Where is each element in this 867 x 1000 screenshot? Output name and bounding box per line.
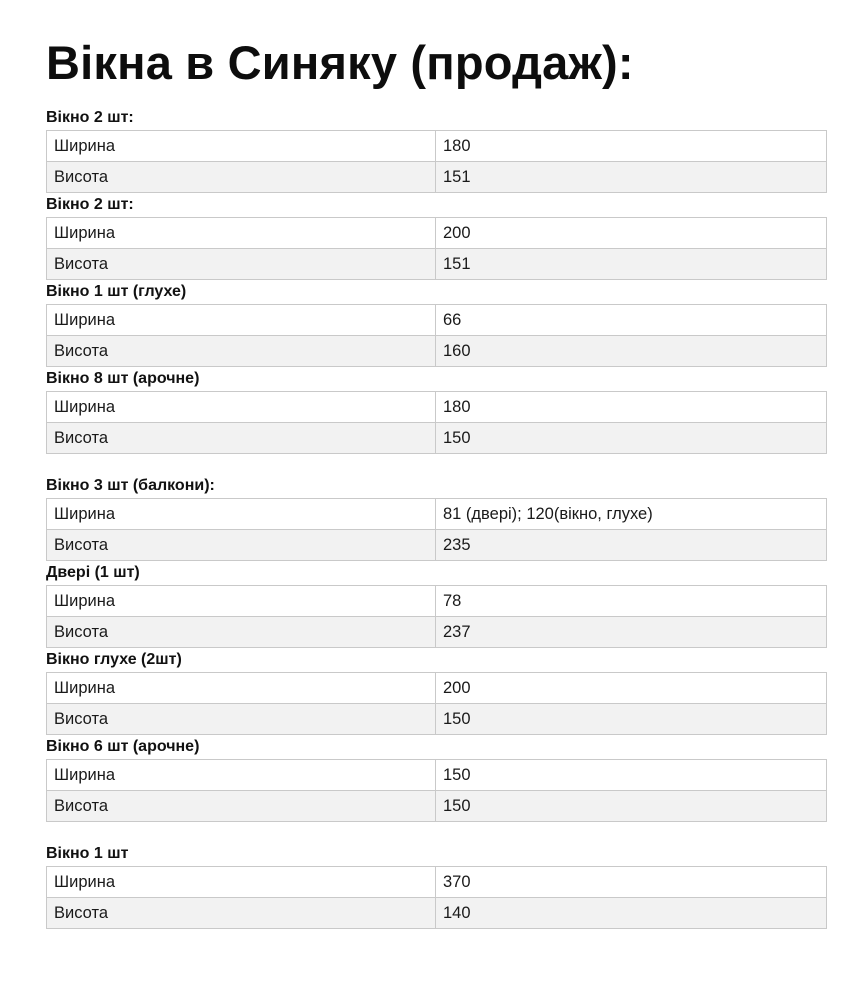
- height-value: 160: [436, 336, 827, 367]
- table-row: [47, 867, 827, 898]
- spacer: [46, 822, 827, 842]
- table-row: [47, 586, 827, 617]
- width-value: 180: [436, 392, 827, 423]
- width-value: 200: [436, 218, 827, 249]
- table-row: [47, 898, 827, 929]
- dimensions-table: [46, 866, 827, 929]
- table-row: [47, 617, 827, 648]
- dimensions-table: [46, 759, 827, 822]
- height-label: Висота: [47, 162, 436, 193]
- section-heading: Вікно 3 шт (балкони):: [46, 477, 215, 494]
- width-value: 180: [436, 131, 827, 162]
- height-label: Висота: [47, 336, 436, 367]
- section-heading: Вікно 1 шт (глухе): [46, 283, 187, 300]
- window-section: [46, 193, 827, 280]
- height-value: 140: [436, 898, 827, 929]
- document-page: [46, 0, 827, 929]
- height-label: Висота: [47, 530, 436, 561]
- width-value: 81 (двері); 120(вікно, глухе): [436, 499, 827, 530]
- height-label: Висота: [47, 249, 436, 280]
- door-section: [46, 561, 827, 648]
- width-value: 66: [436, 305, 827, 336]
- width-label: Ширина: [47, 586, 436, 617]
- dimensions-table: [46, 585, 827, 648]
- height-value: 151: [436, 249, 827, 280]
- window-section: [46, 842, 827, 929]
- section-heading: Двері (1 шт): [46, 564, 140, 581]
- width-label: Ширина: [47, 218, 436, 249]
- height-label: Висота: [47, 791, 436, 822]
- width-label: Ширина: [47, 867, 436, 898]
- table-row: [47, 673, 827, 704]
- table-row: [47, 218, 827, 249]
- page-title: Вікна в Синяку (продаж):: [46, 36, 634, 89]
- window-section: [46, 367, 827, 454]
- section-heading: Вікно глухе (2шт): [46, 651, 182, 668]
- height-label: Висота: [47, 617, 436, 648]
- dimensions-table: [46, 672, 827, 735]
- height-value: 150: [436, 423, 827, 454]
- dimensions-table: [46, 498, 827, 561]
- dimensions-table: [46, 391, 827, 454]
- window-section: [46, 280, 827, 367]
- section-heading: Вікно 6 шт (арочне): [46, 738, 200, 755]
- height-value: 237: [436, 617, 827, 648]
- table-row: [47, 760, 827, 791]
- table-row: [47, 336, 827, 367]
- height-label: Висота: [47, 423, 436, 454]
- table-row: [47, 499, 827, 530]
- width-label: Ширина: [47, 673, 436, 704]
- window-section: [46, 735, 827, 822]
- width-value: 370: [436, 867, 827, 898]
- table-row: [47, 162, 827, 193]
- height-label: Висота: [47, 704, 436, 735]
- window-section: [46, 648, 827, 735]
- table-row: [47, 791, 827, 822]
- table-row: [47, 305, 827, 336]
- window-section: [46, 474, 827, 561]
- width-label: Ширина: [47, 760, 436, 791]
- dimensions-table: [46, 217, 827, 280]
- table-row: [47, 530, 827, 561]
- width-value: 150: [436, 760, 827, 791]
- spacer: [46, 454, 827, 474]
- table-row: [47, 131, 827, 162]
- height-value: 151: [436, 162, 827, 193]
- width-label: Ширина: [47, 131, 436, 162]
- table-row: [47, 392, 827, 423]
- table-row: [47, 423, 827, 454]
- height-label: Висота: [47, 898, 436, 929]
- width-label: Ширина: [47, 305, 436, 336]
- section-heading: Вікно 1 шт: [46, 845, 129, 862]
- width-label: Ширина: [47, 499, 436, 530]
- width-value: 200: [436, 673, 827, 704]
- width-value: 78: [436, 586, 827, 617]
- dimensions-table: [46, 304, 827, 367]
- height-value: 235: [436, 530, 827, 561]
- section-heading: Вікно 8 шт (арочне): [46, 370, 200, 387]
- height-value: 150: [436, 791, 827, 822]
- section-heading: Вікно 2 шт:: [46, 196, 134, 213]
- table-row: [47, 704, 827, 735]
- height-value: 150: [436, 704, 827, 735]
- window-section: [46, 106, 827, 193]
- table-row: [47, 249, 827, 280]
- dimensions-table: [46, 130, 827, 193]
- width-label: Ширина: [47, 392, 436, 423]
- section-heading: Вікно 2 шт:: [46, 109, 134, 126]
